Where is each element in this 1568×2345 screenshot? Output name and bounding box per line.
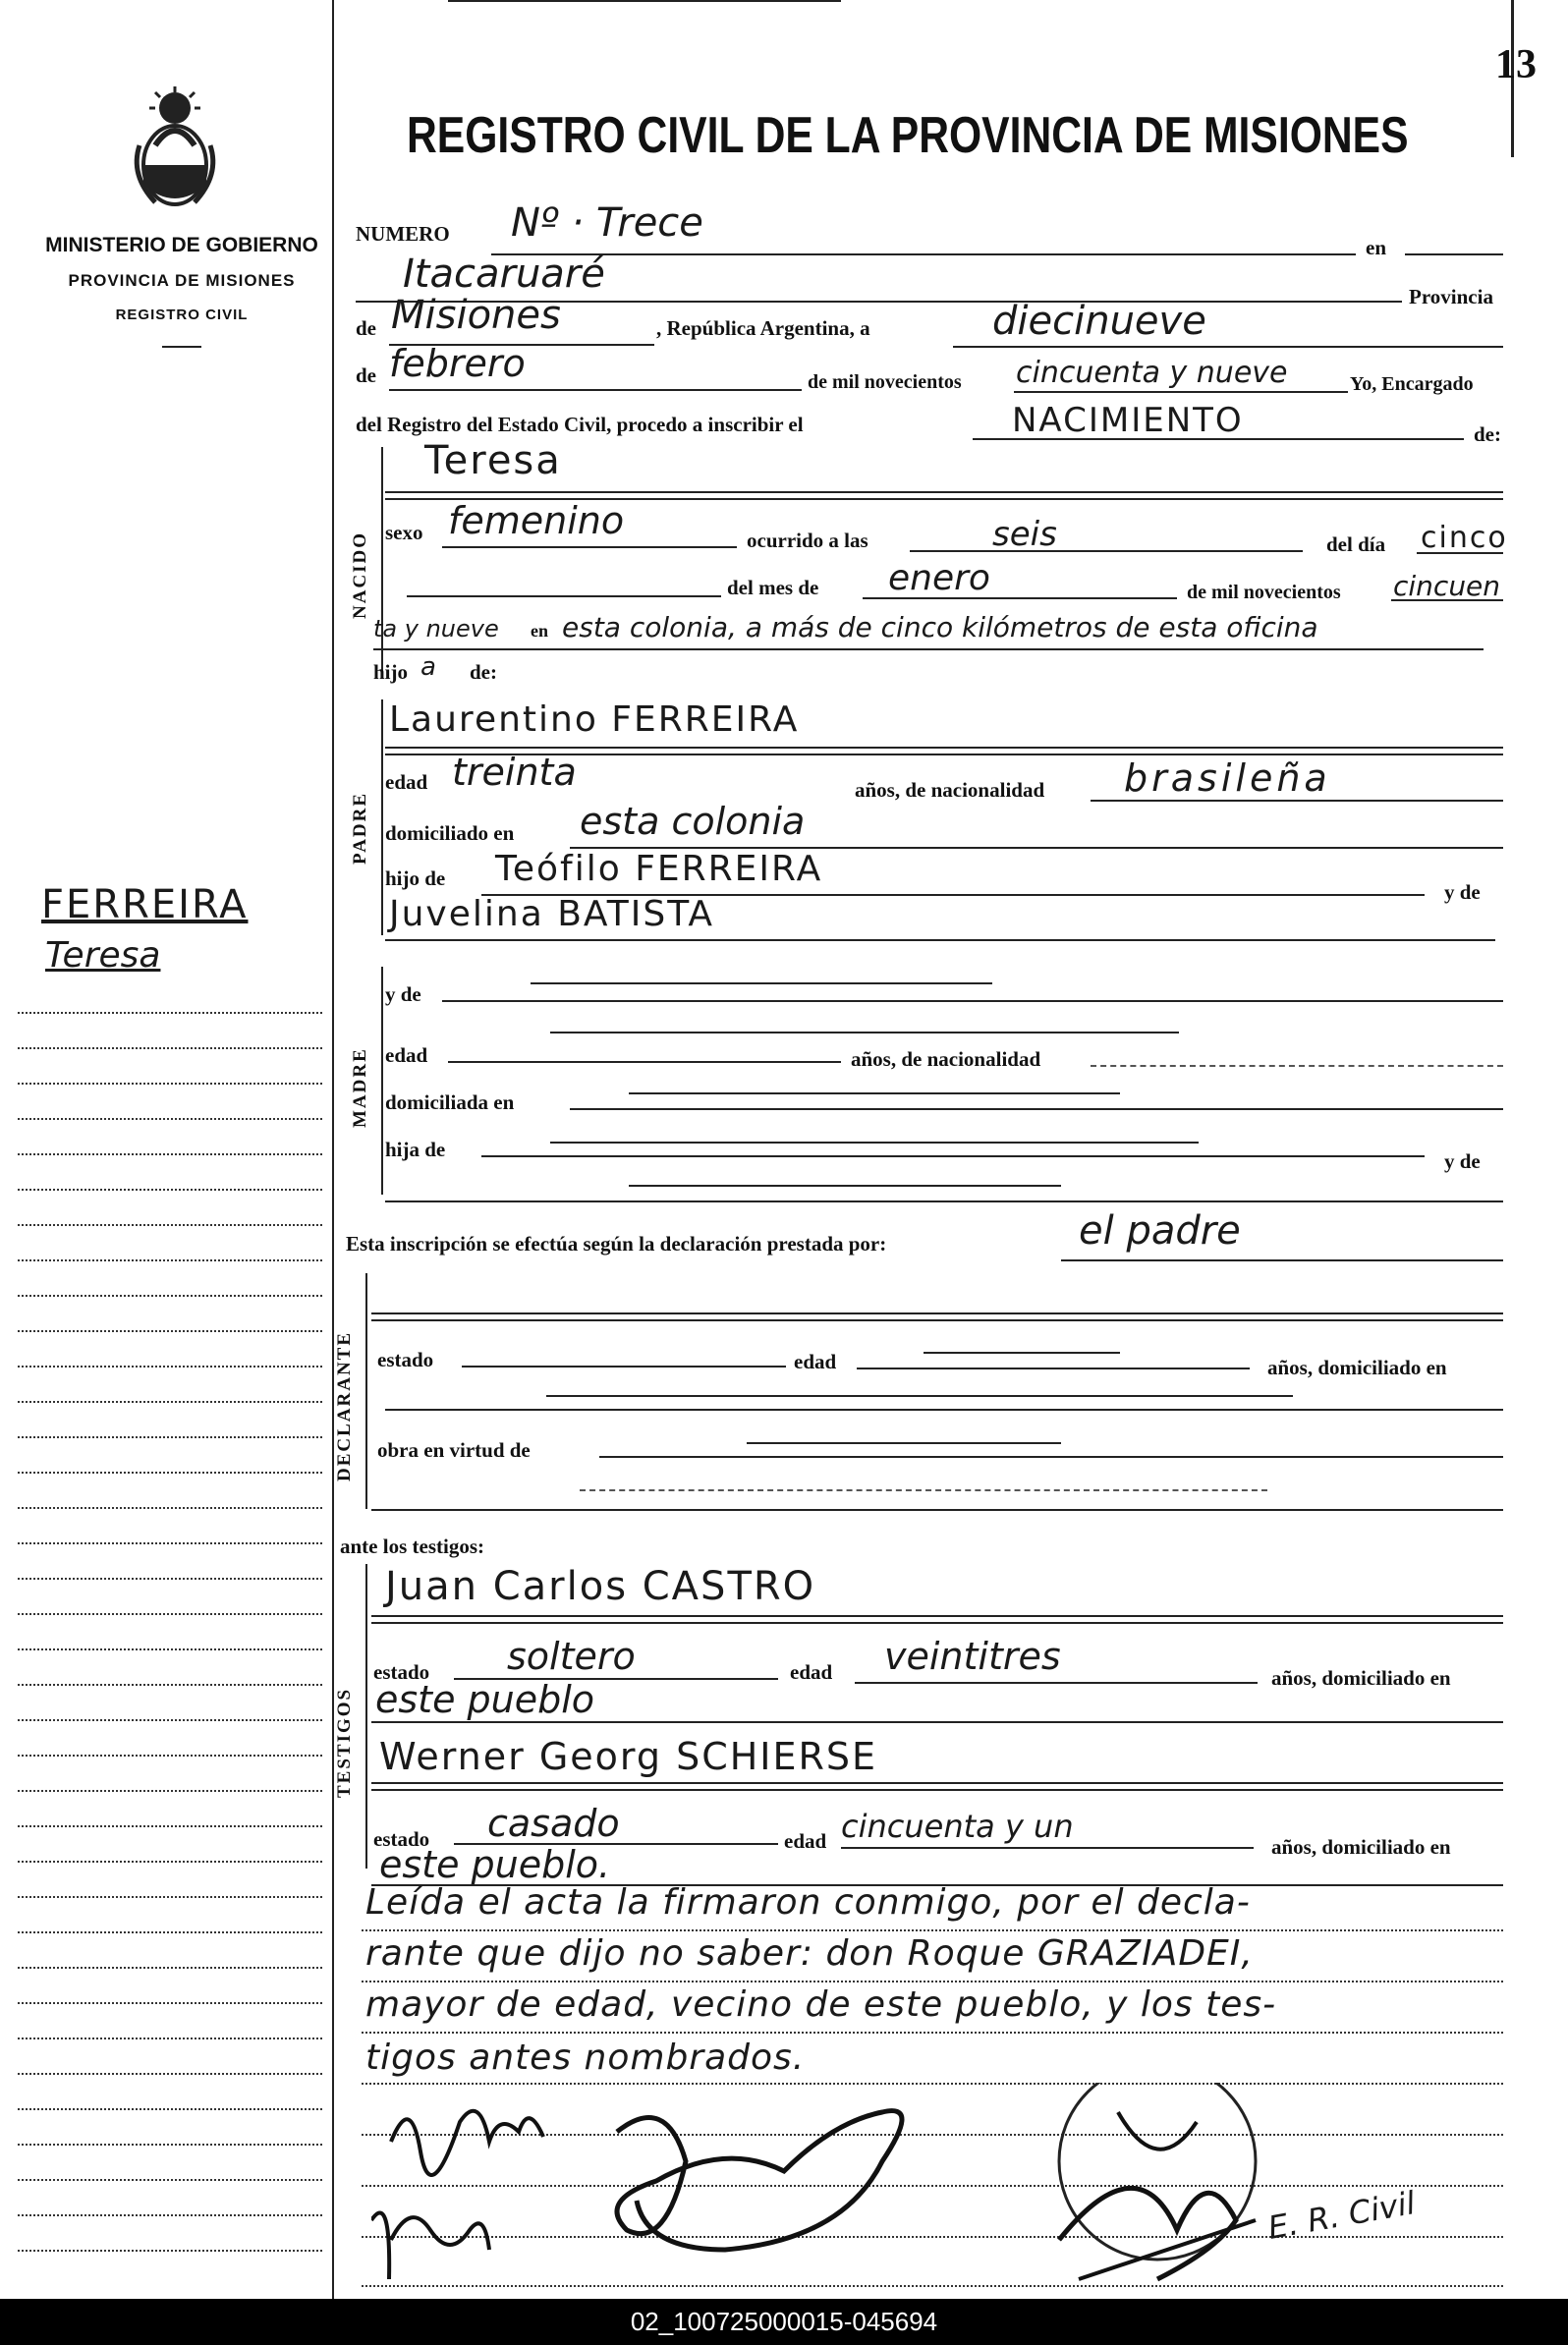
footer-image-id: 02_100725000015-045694 [630, 2307, 938, 2336]
month-value: febrero [389, 342, 526, 385]
witness1-anos-label: años, domiciliado en [1271, 1666, 1451, 1690]
padre-father-value: Teófilo FERREIRA [495, 849, 823, 889]
witness1-edad-value: veintitres [884, 1635, 1061, 1678]
ocurrido-label: ocurrido a las [747, 529, 868, 552]
witness1-estado-label: estado [373, 1660, 430, 1684]
provincia-label: Provincia [1409, 285, 1493, 308]
nacido-section-label: NACIDO [350, 530, 370, 619]
padre-nacionalidad-value: brasileña [1124, 756, 1331, 800]
declarante-bracket [365, 1273, 367, 1509]
sexo-value: femenino [448, 499, 625, 542]
del-mes-label: del mes de [727, 576, 819, 599]
witness2-edad-label: edad [784, 1829, 827, 1853]
signature-muller [371, 2213, 489, 2280]
madre-domicilio-label: domiciliada en [385, 1090, 515, 1114]
declaracion-label: Esta inscripción se efectúa según la declaración prestada por: [346, 1232, 887, 1256]
padre-y-de-label: y de [1444, 880, 1481, 904]
closing-line-1: Leída el acta la firmaron conmigo, por el decla- [365, 1882, 1251, 1923]
month-label: de [356, 363, 376, 387]
yo-label: Yo, Encargado [1350, 373, 1474, 395]
nacido-en-label: en [531, 621, 548, 641]
declarante-anos-label: años, domiciliado en [1267, 1356, 1447, 1379]
testigos-section-label: TESTIGOS [334, 1687, 355, 1798]
signatures-area [371, 2083, 1511, 2299]
emblem-divider [162, 346, 201, 348]
witness2-name: Werner Georg SCHIERSE [379, 1735, 878, 1778]
hour-value: seis [992, 515, 1057, 554]
province-label: PROVINCIA DE MISIONES [68, 271, 296, 290]
seal-text: E. R. Civil [1264, 2184, 1419, 2247]
del-dia-label: del día [1326, 532, 1386, 556]
madre-section-label: MADRE [350, 1047, 370, 1128]
page-number: 13 [1495, 42, 1537, 87]
numero-label: NUMERO [356, 222, 450, 246]
madre-y-de-label: y de [385, 982, 421, 1006]
padre-domicilio-value: esta colonia [580, 800, 806, 843]
testigos-intro-label: ante los testigos: [340, 1535, 484, 1558]
nacido-mil-label: de mil novecientos [1187, 582, 1341, 603]
province-value: Misiones [391, 293, 561, 338]
closing-line-2: rante que dijo no saber: don Roque GRAZIADEI, [365, 1933, 1254, 1974]
closing-line-3: mayor de edad, vecino de este pueblo, y los tes- [365, 1984, 1277, 2025]
witness2-estado-label: estado [373, 1827, 430, 1851]
declarante-edad-label: edad [794, 1350, 837, 1373]
ministry-label: MINISTERIO DE GOBIERNO [45, 234, 318, 256]
closing-line-4: tigos antes nombrados. [365, 2038, 806, 2078]
testigos-bracket [365, 1564, 367, 1869]
republica-label: , República Argentina, a [656, 316, 870, 340]
padre-hijo-de-label: hijo de [385, 866, 446, 890]
declarante-obra-label: obra en virtud de [377, 1438, 531, 1462]
footer-bar [0, 2299, 1568, 2345]
left-border [332, 0, 334, 2299]
witness1-domicilio-value: este pueblo [375, 1678, 595, 1721]
numero-value: Nº · Trece [511, 200, 703, 246]
coat-of-arms-icon [126, 86, 224, 214]
margin-given-name: Teresa [45, 935, 161, 976]
day-value: diecinueve [992, 299, 1206, 344]
nacido-day-value: cinco [1421, 521, 1508, 555]
declarante-section-label: DECLARANTE [334, 1330, 355, 1481]
en-label: en [1366, 236, 1386, 259]
hijo-de-label: de: [470, 660, 497, 684]
declaracion-value: el padre [1079, 1208, 1241, 1254]
de-label: de [356, 316, 376, 340]
padre-mother-value: Juvelina BATISTA [389, 894, 715, 934]
madre-edad-label: edad [385, 1043, 428, 1067]
act-type: NACIMIENTO [1012, 401, 1244, 440]
declarante-estado-label: estado [377, 1348, 434, 1371]
madre-y-de-end-label: y de [1444, 1149, 1481, 1173]
padre-bracket [381, 699, 383, 935]
witness1-edad-label: edad [790, 1660, 833, 1684]
padre-edad-value: treinta [452, 751, 577, 794]
padre-domicilio-label: domiciliado en [385, 821, 515, 845]
hijo-value: a [420, 652, 436, 682]
nacido-place-value: esta colonia, a más de cinco kilómetros de esta oficina [562, 611, 1318, 643]
witness1-estado-value: soltero [507, 1635, 636, 1678]
padre-section-label: PADRE [350, 791, 370, 865]
witness2-anos-label: años, domiciliado en [1271, 1835, 1451, 1859]
page-title: REGISTRO CIVIL DE LA PROVINCIA DE MISIONES [407, 107, 1409, 164]
madre-hija-de-label: hija de [385, 1138, 446, 1161]
hijo-label: hijo [373, 660, 409, 684]
nacido-year-a: cincuen [1393, 570, 1501, 602]
mil-label: de mil novecientos [808, 371, 962, 393]
signature-graziadei [391, 2111, 543, 2175]
witness2-domicilio-value: este pueblo. [379, 1843, 611, 1886]
registry-label: REGISTRO CIVIL [115, 307, 249, 323]
witness2-edad-value: cincuenta y un [841, 1808, 1074, 1845]
padre-anos-label: años, de nacionalidad [855, 778, 1045, 802]
nacido-month-value: enero [888, 558, 990, 598]
sexo-label: sexo [385, 521, 423, 544]
nacido-name: Teresa [424, 438, 562, 483]
witness2-estado-value: casado [487, 1802, 620, 1845]
de-colon-label: de: [1474, 422, 1501, 446]
witness1-name: Juan Carlos CASTRO [385, 1564, 816, 1609]
place-value: Itacaruaré [403, 251, 605, 297]
madre-anos-label: años, de nacionalidad [851, 1047, 1041, 1071]
padre-edad-label: edad [385, 770, 428, 794]
padre-name: Laurentino FERREIRA [389, 699, 800, 740]
del-registro-label: del Registro del Estado Civil, procedo a inscribir el [356, 413, 804, 436]
year-value: cincuenta y nueve [1016, 356, 1288, 390]
nacido-year-b: ta y nueve [373, 615, 499, 642]
signature-castro [617, 2111, 902, 2250]
madre-bracket [381, 967, 383, 1195]
margin-surname: FERREIRA [41, 882, 249, 927]
